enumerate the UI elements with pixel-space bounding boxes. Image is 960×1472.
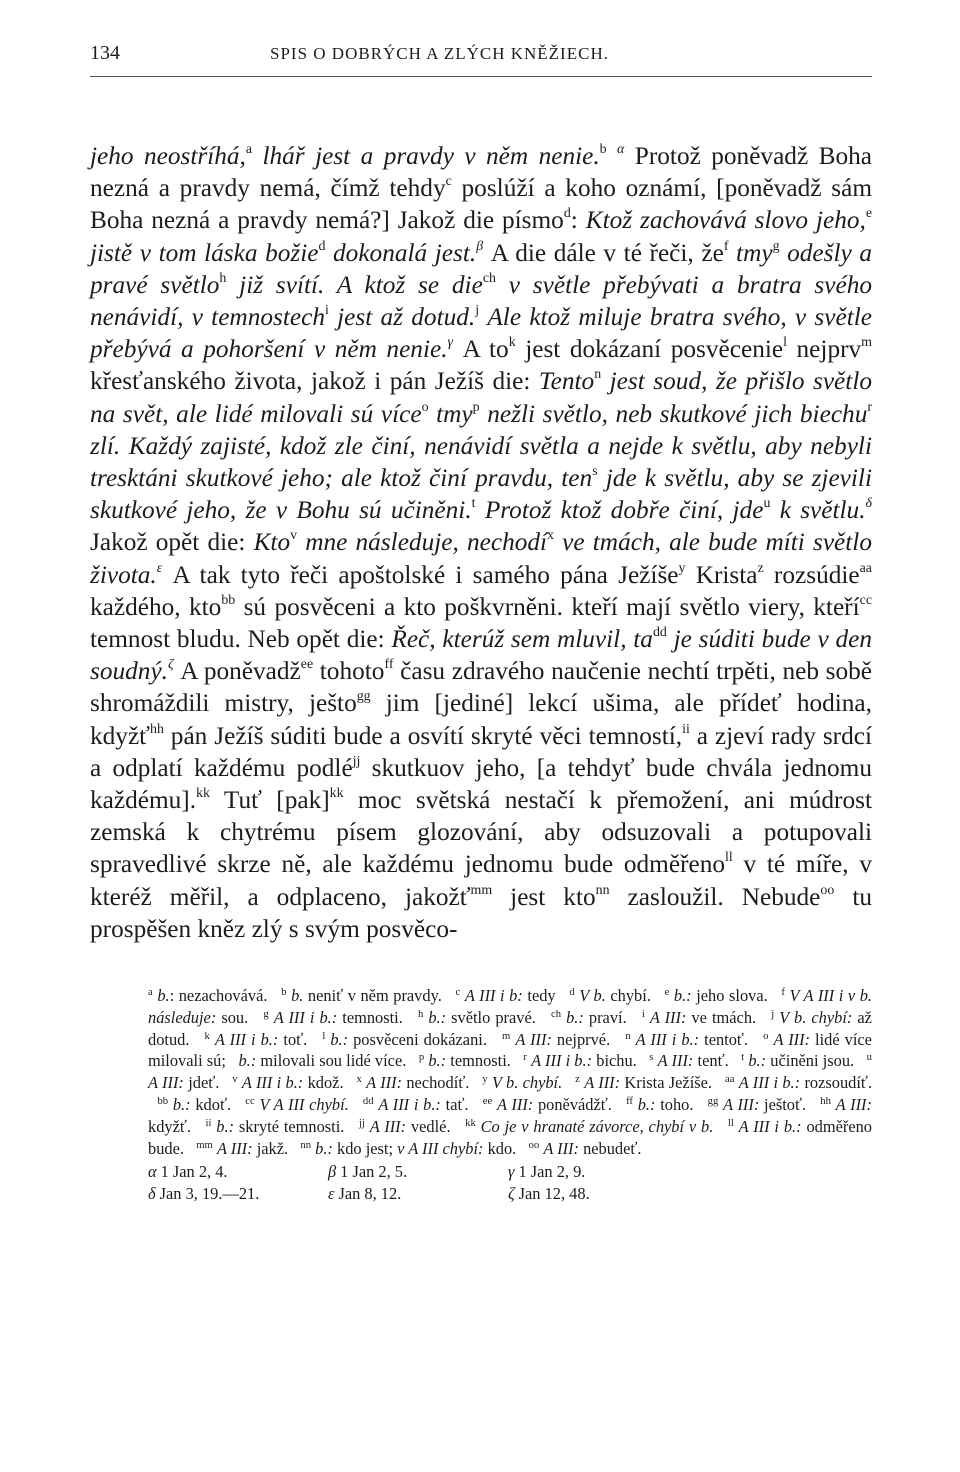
reference-item: β 1 Jan 2, 5. <box>328 1162 408 1182</box>
book-page <box>90 38 872 1205</box>
reference-item: δ Jan 3, 19.—21. <box>148 1184 260 1204</box>
reference-item: ζ Jan 12, 48. <box>508 1184 590 1204</box>
header-rule <box>90 76 872 77</box>
page-number: 134 <box>90 42 120 64</box>
reference-item: α 1 Jan 2, 4. <box>148 1162 228 1182</box>
body-paragraph: jeho neostříhá,$^a$ lhář jest a pravdy v něm nenie.$^b$ $^\alpha$ Protož poněvadž Boha nezná a pravdy nemá, čímž tehdy$^c$ poslúží a koho oznámí, [poněvadž sám Boha nezná a pravdy nemá?] Jakož die písmo$^d$: Ktož zachovává slovo jeho,$^e$ jistě v tom láska božie$^d$ dokonalá jest.$^\beta$ A die dále v té řeči, $že^f$ tmy$^g$ odešly a pravé světlo$^h$ již svítí. A ktož se die$^{ch}$ v světle přebývati a bratra svého nenávidí, v temnostech$^i$ jest až dotud.$^j$ Ale ktož miluje bratra svého, v světle přebývá a pohoršení v něm nenie.$^\gamma$ A $to^k$ jest dokázaní posvěcenie$^l$ nejprv$^m$ křesťanského života, jakož i pán Ježíš die: Tento$^n$ jest soud, že přišlo světlo na svět, ale lidé milovali sú více$^o$ tmy$^p$ nežli světlo, neb skutkové jich biechu$^r$ zlí. Každý zajisté, kdož zle činí, nenávidí světla a nejde k světlu, aby nebyli tresktáni skutkové jeho; ale ktož činí pravdu, ten$^s$ jde k světlu, aby se zjevili skutkové jeho, že v Bohu sú učiněni.$^t$ Protož ktož dobře činí, jde$^u$ k světlu.$^\delta$ Jakož opět die: Kto$^v$ mne následuje, nechodí$^x$ ve tmách, ale bude míti světlo života.$^\varepsilon$ A tak tyto řeči apoštolské i samého pána Ježíše$^y$ Krista$^z$ rozsúdie$^{aa}$ každého, kto$^{bb}$ sú posvěceni a kto poškvrněni. kteří mají světlo viery, kteří$^{cc}$ temnost bludu. Neb opět die: Řeč, kterúž sem mluvil, $ta^{dd}$ je súditi bude v den soudný.$^\zeta$ A poněvadž$^{ee}$ tohoto$^{ff}$ času zdravého naučenie nechtí trpěti, neb sobě shromáždili mistry, ješto$^{gg}$ jim [jediné] lekcí ušima, ale přídeť hodina, kdyžť$^{hh}$ pán Ježíš súditi bude a osvítí skryté věci temností,$^{ii}$ a zjeví rady srdcí a odplatí každému podlé$^{jj}$ skutkuov jeho, [a tehdyť bude chvála jednomu každému].$^{kk}$ Tuť [pak]$^{kk}$ moc světská nestačí k přemožení, ani múdrost zemská k chytrému písem glozování, aby odsuzovali a potupovali spravedlivé skrze ně, ale každému jednomu bude odměřeno$^{ll}$ v té míře, v kteréž měřil, a odplaceno, jakožť$^{mm}$ jest kto$^{nn}$ zasloužil. Nebude$^{oo}$ tu prospěšen kněz zlý s svým posvěco- <box>90 141 873 943</box>
footnote-variants: $^a$ b.: nezachovává. $^b$ b. neniť v něm pravdy. $^c$ A III i b: tedy $^d$ V b. chybí. $^e$ b.: jeho slova. $^f$ V A III i v b. následuje: sou. $^g$ A III i b.: temnosti. $^h$ b.: světlo pravé. $^{ch}$ b.: praví. $^i$ A III: ve tmách. $^j$ V b. chybí: až dotud. $^k$ A III i b.: toť. $^l$ b.: posvěceni dokázani. $^m$ A III: nejprvé. $^n$ A III i b.: tentoť. $^o$ A III: lidé více milovali sú; b.: milovali sou lidé více. $^p$ b.: temnosti. $^r$ A III i b.: bichu. $^s$ A III: tenť. $^t$ b.: učiněni jsou. $^u$ A III: jdeť. $^v$ A III i b.: kdož. $^x$ A III: nechodíť. $^y$ V b. chybí. $^z$ A III: Krista Ježíše. $^{aa}$ A III i b.: rozsoudíť. $^{bb}$ b.: kdoť. $^{cc}$ V A III chybí. $^{dd}$ A III i b.: tať. $^{ee}$ A III: poněvádžť. $^{ff}$ b.: toho. $^{gg}$ A III: ještoť. $^{hh}$ A III: kdyžť. $^{ii}$ b.: skryté temnosti. $^{jj}$ A III: vedlé. $^{kk}$ Co je v hranaté závorce, chybí v b. $^{ll}$ A III i b.: odměřeno bude. $^{mm}$ A III: jakž. $^{nn}$ b.: kdo jest; v A III chybí: kdo. $^{oo}$ A III: nebudeť. <box>148 986 873 1158</box>
reference-row <box>148 1161 872 1183</box>
reference-item: γ 1 Jan 2, 9. <box>508 1162 586 1182</box>
footnotes <box>90 985 872 1159</box>
running-title: SPIS O DOBRÝCH A ZLÝCH KNĚŽIECH. <box>270 44 609 63</box>
reference-item: ε Jan 8, 12. <box>328 1184 402 1204</box>
reference-row <box>148 1183 872 1205</box>
page-header <box>90 38 872 78</box>
biblical-references <box>90 1161 872 1205</box>
main-text <box>90 140 872 945</box>
